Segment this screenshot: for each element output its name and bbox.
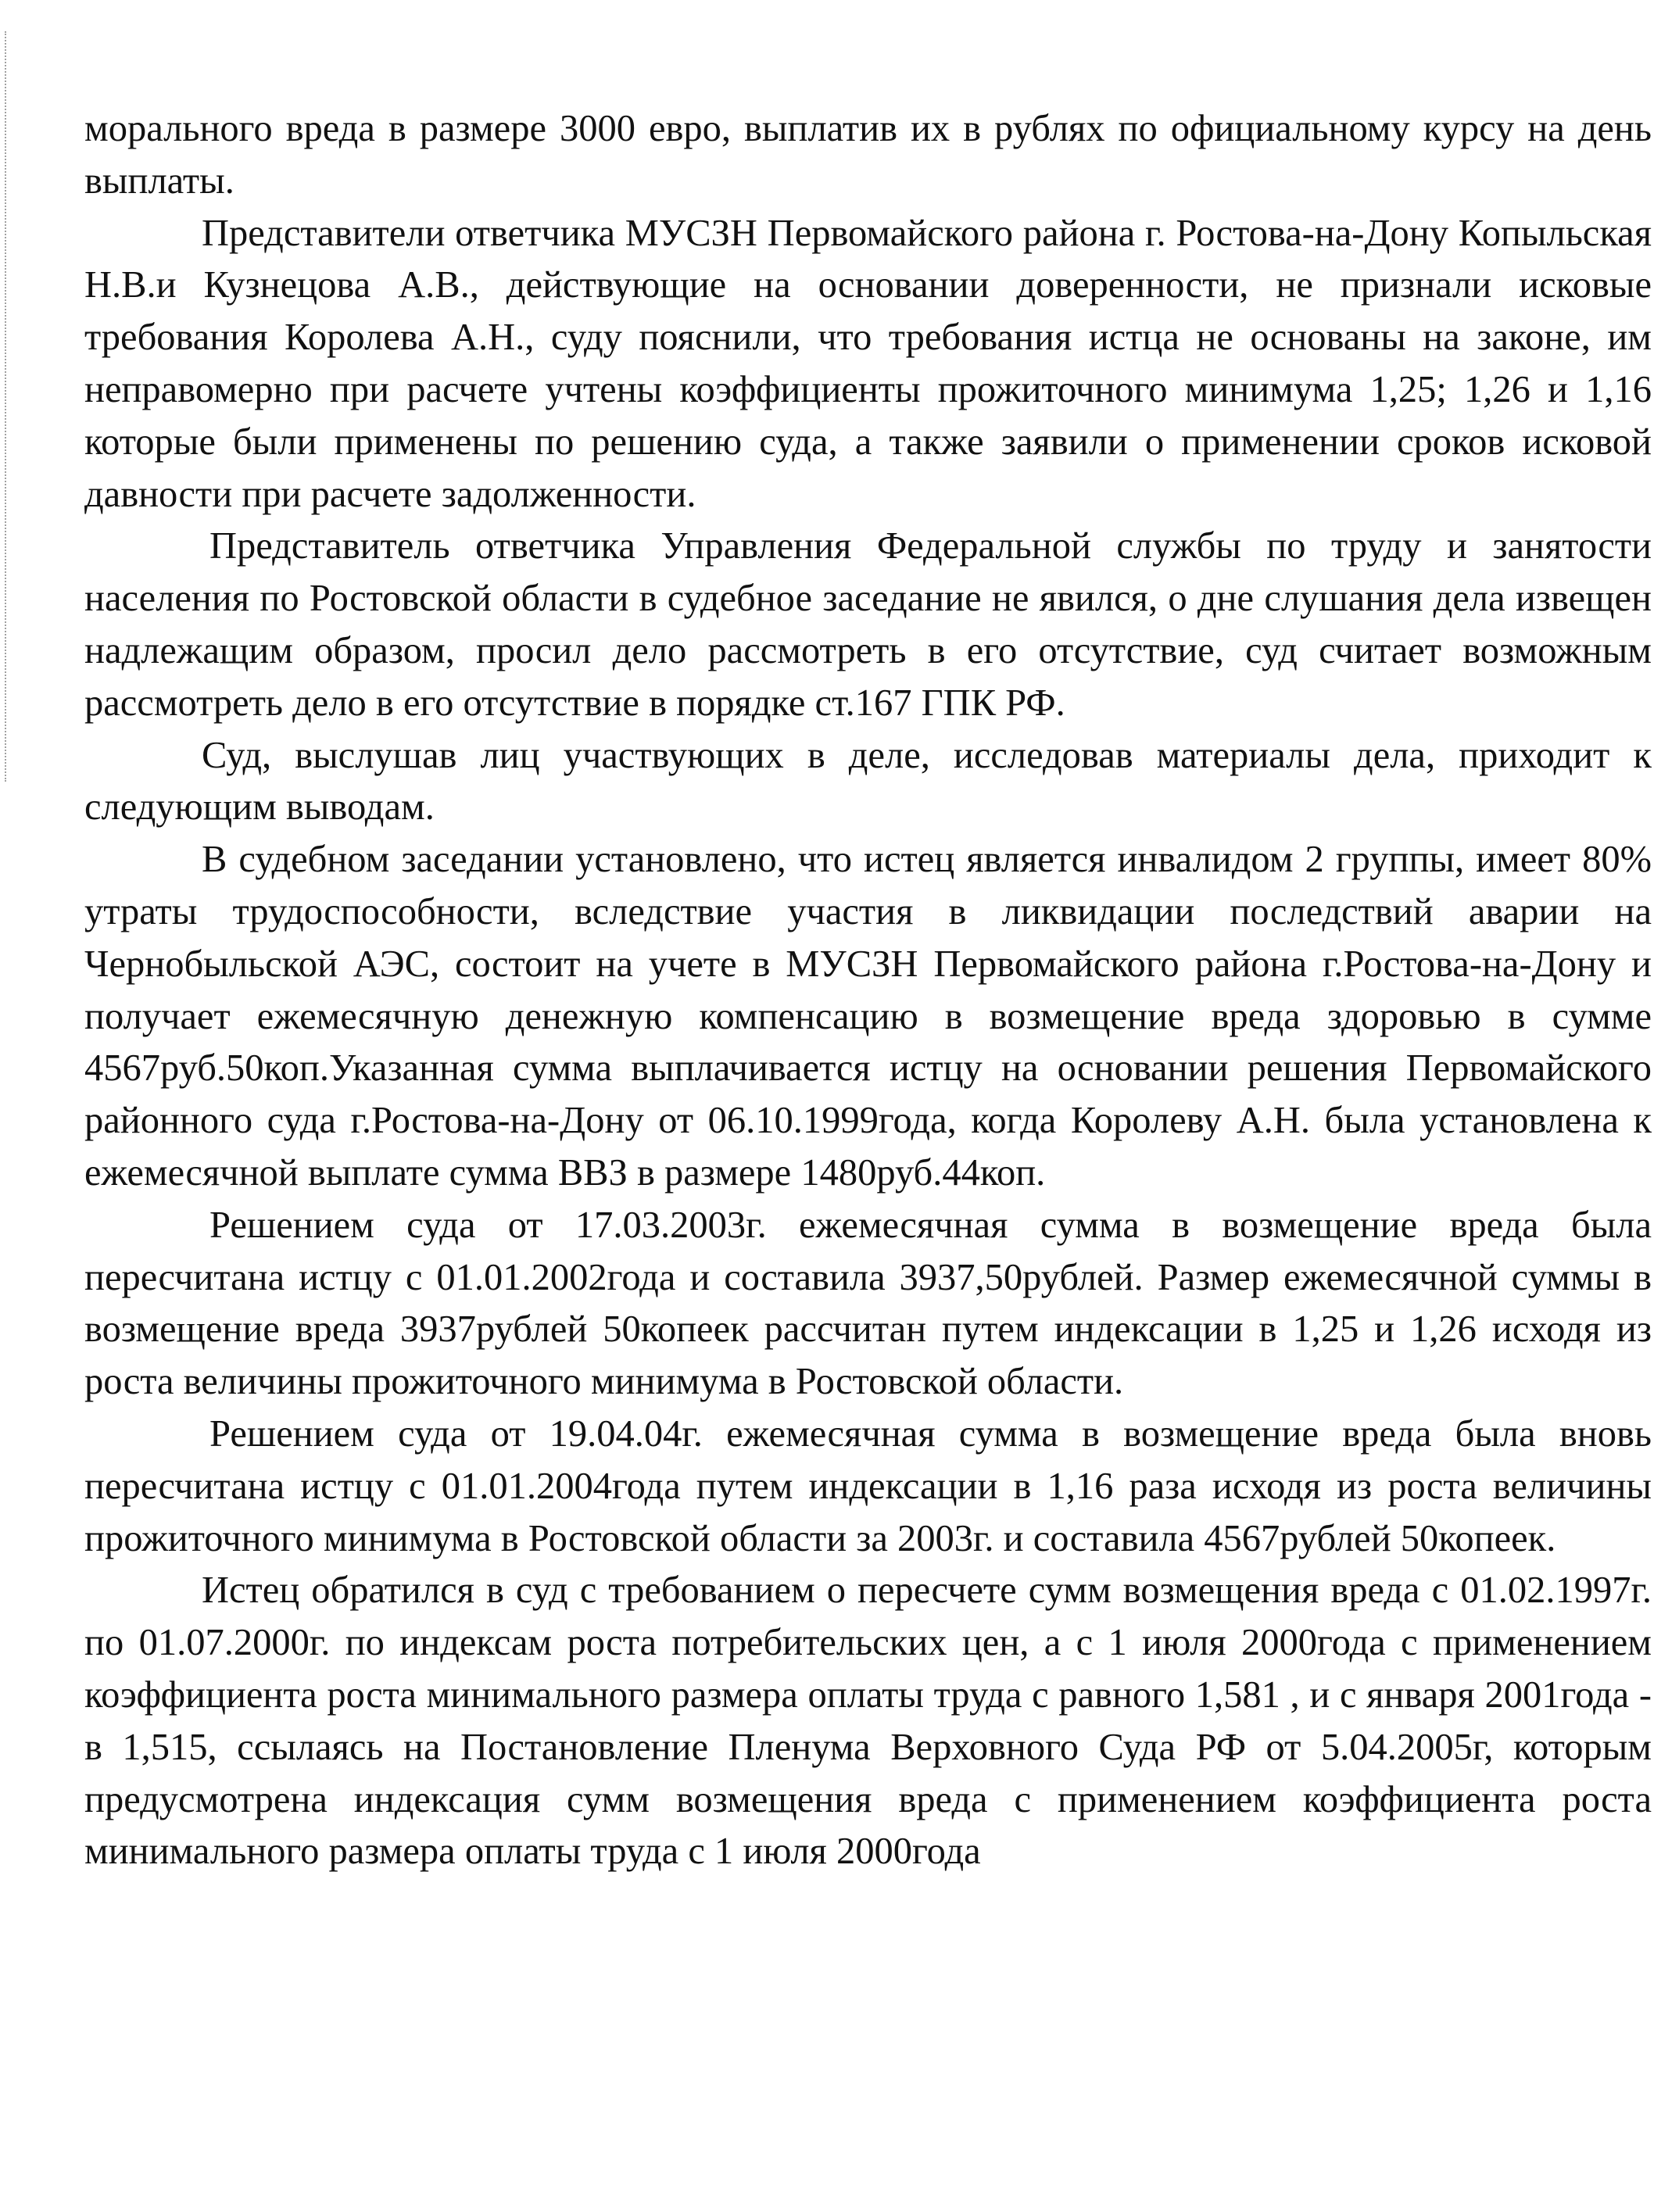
document-body xyxy=(84,103,1652,1878)
paragraph-moral-damage: морального вреда в размере 3000 евро, выплатив их в рублях по официальному курсу на день выплаты. xyxy=(84,108,1652,202)
paragraph-decision-2004: Решением суда от 19.04.04г. ежемесячная сумма в возмещение вреда была вновь пересчитана истцу с 01.01.2004года путем индексации в 1,16 раза исходя из роста величины прожиточного минимума в Ростовской области за 2003г. и составила 4567рублей 50копеек. xyxy=(84,1412,1652,1559)
paragraph-federal-service-representative: Представитель ответчика Управления Федеральной службы по труду и занятости населения по Ростовской области в судебное заседание не явился, о дне слушания дела извещен надлежащим образом, просил дело рассмотреть в его отсутствие, суд считает возможным рассмотреть дело в его отсутствие в порядке ст.167 ГПК РФ. xyxy=(84,525,1652,724)
paragraph-established-facts: В судебном заседании установлено, что истец является инвалидом 2 группы, имеет 80% утраты трудоспособности, вследствие участия в ликвидации последствий аварии на Чернобыльской АЭС, состоит на учете в МУСЗН Первомайского района г.Ростова-на-Дону и получает ежемесячную денежную компенсацию в возмещение вреда здоровью в сумме 4567руб.50коп.Указанная сумма выплачивается истцу на основании решения Первомайского районного суда г.Ростова-на-Дону от 06.10.1999года, когда Королеву А.Н. была установлена к ежемесячной выплате сумма ВВЗ в размере 1480руб.44коп. xyxy=(84,839,1652,1194)
paragraph-claim: Истец обратился в суд с требованием о пересчете сумм возмещения вреда с 01.02.1997г. по 01.07.2000г. по индексам роста потребительских цен, а с 1 июля 2000года с применением коэффициента роста минимального размера оплаты труда с равного 1,581 , и с января 2001года - в 1,515, ссылаясь на Постановление Пленума Верховного Суда РФ от 5.04.2005г, которым предусмотрена индексация сумм возмещения вреда с применением коэффициента роста минимального размера оплаты труда с 1 июля 2000года xyxy=(84,1570,1652,1873)
scan-edge-artifact xyxy=(5,31,9,782)
paragraph-court-conclusion: Суд, выслушав лиц участвующих в деле, исследовав материалы дела, приходит к следующим выводам. xyxy=(84,734,1652,829)
paragraph-decision-2003: Решением суда от 17.03.2003г. ежемесячная сумма в возмещение вреда была пересчитана истцу с 01.01.2002года и составила 3937,50рублей. Размер ежемесячной суммы в возмещение вреда 3937рублей 50копеек рассчитан путем индексации в 1,25 и 1,26 исходя из роста величины прожиточного минимума в Ростовской области. xyxy=(84,1204,1652,1403)
paragraph-muszn-representatives: Представители ответчика МУСЗН Первомайского района г. Ростова-на-Дону Копыльская Н.В.и Кузнецова А.В., действующие на основании доверенности, не признали исковые требования Королева А.Н., суду пояснили, что требования истца не основаны на законе, им неправомерно при расчете учтены коэффициенты прожиточного минимума 1,25; 1,26 и 1,16 которые были применены по решению суда, а также заявили о применении сроков исковой давности при расчете задолженности. xyxy=(84,212,1652,515)
